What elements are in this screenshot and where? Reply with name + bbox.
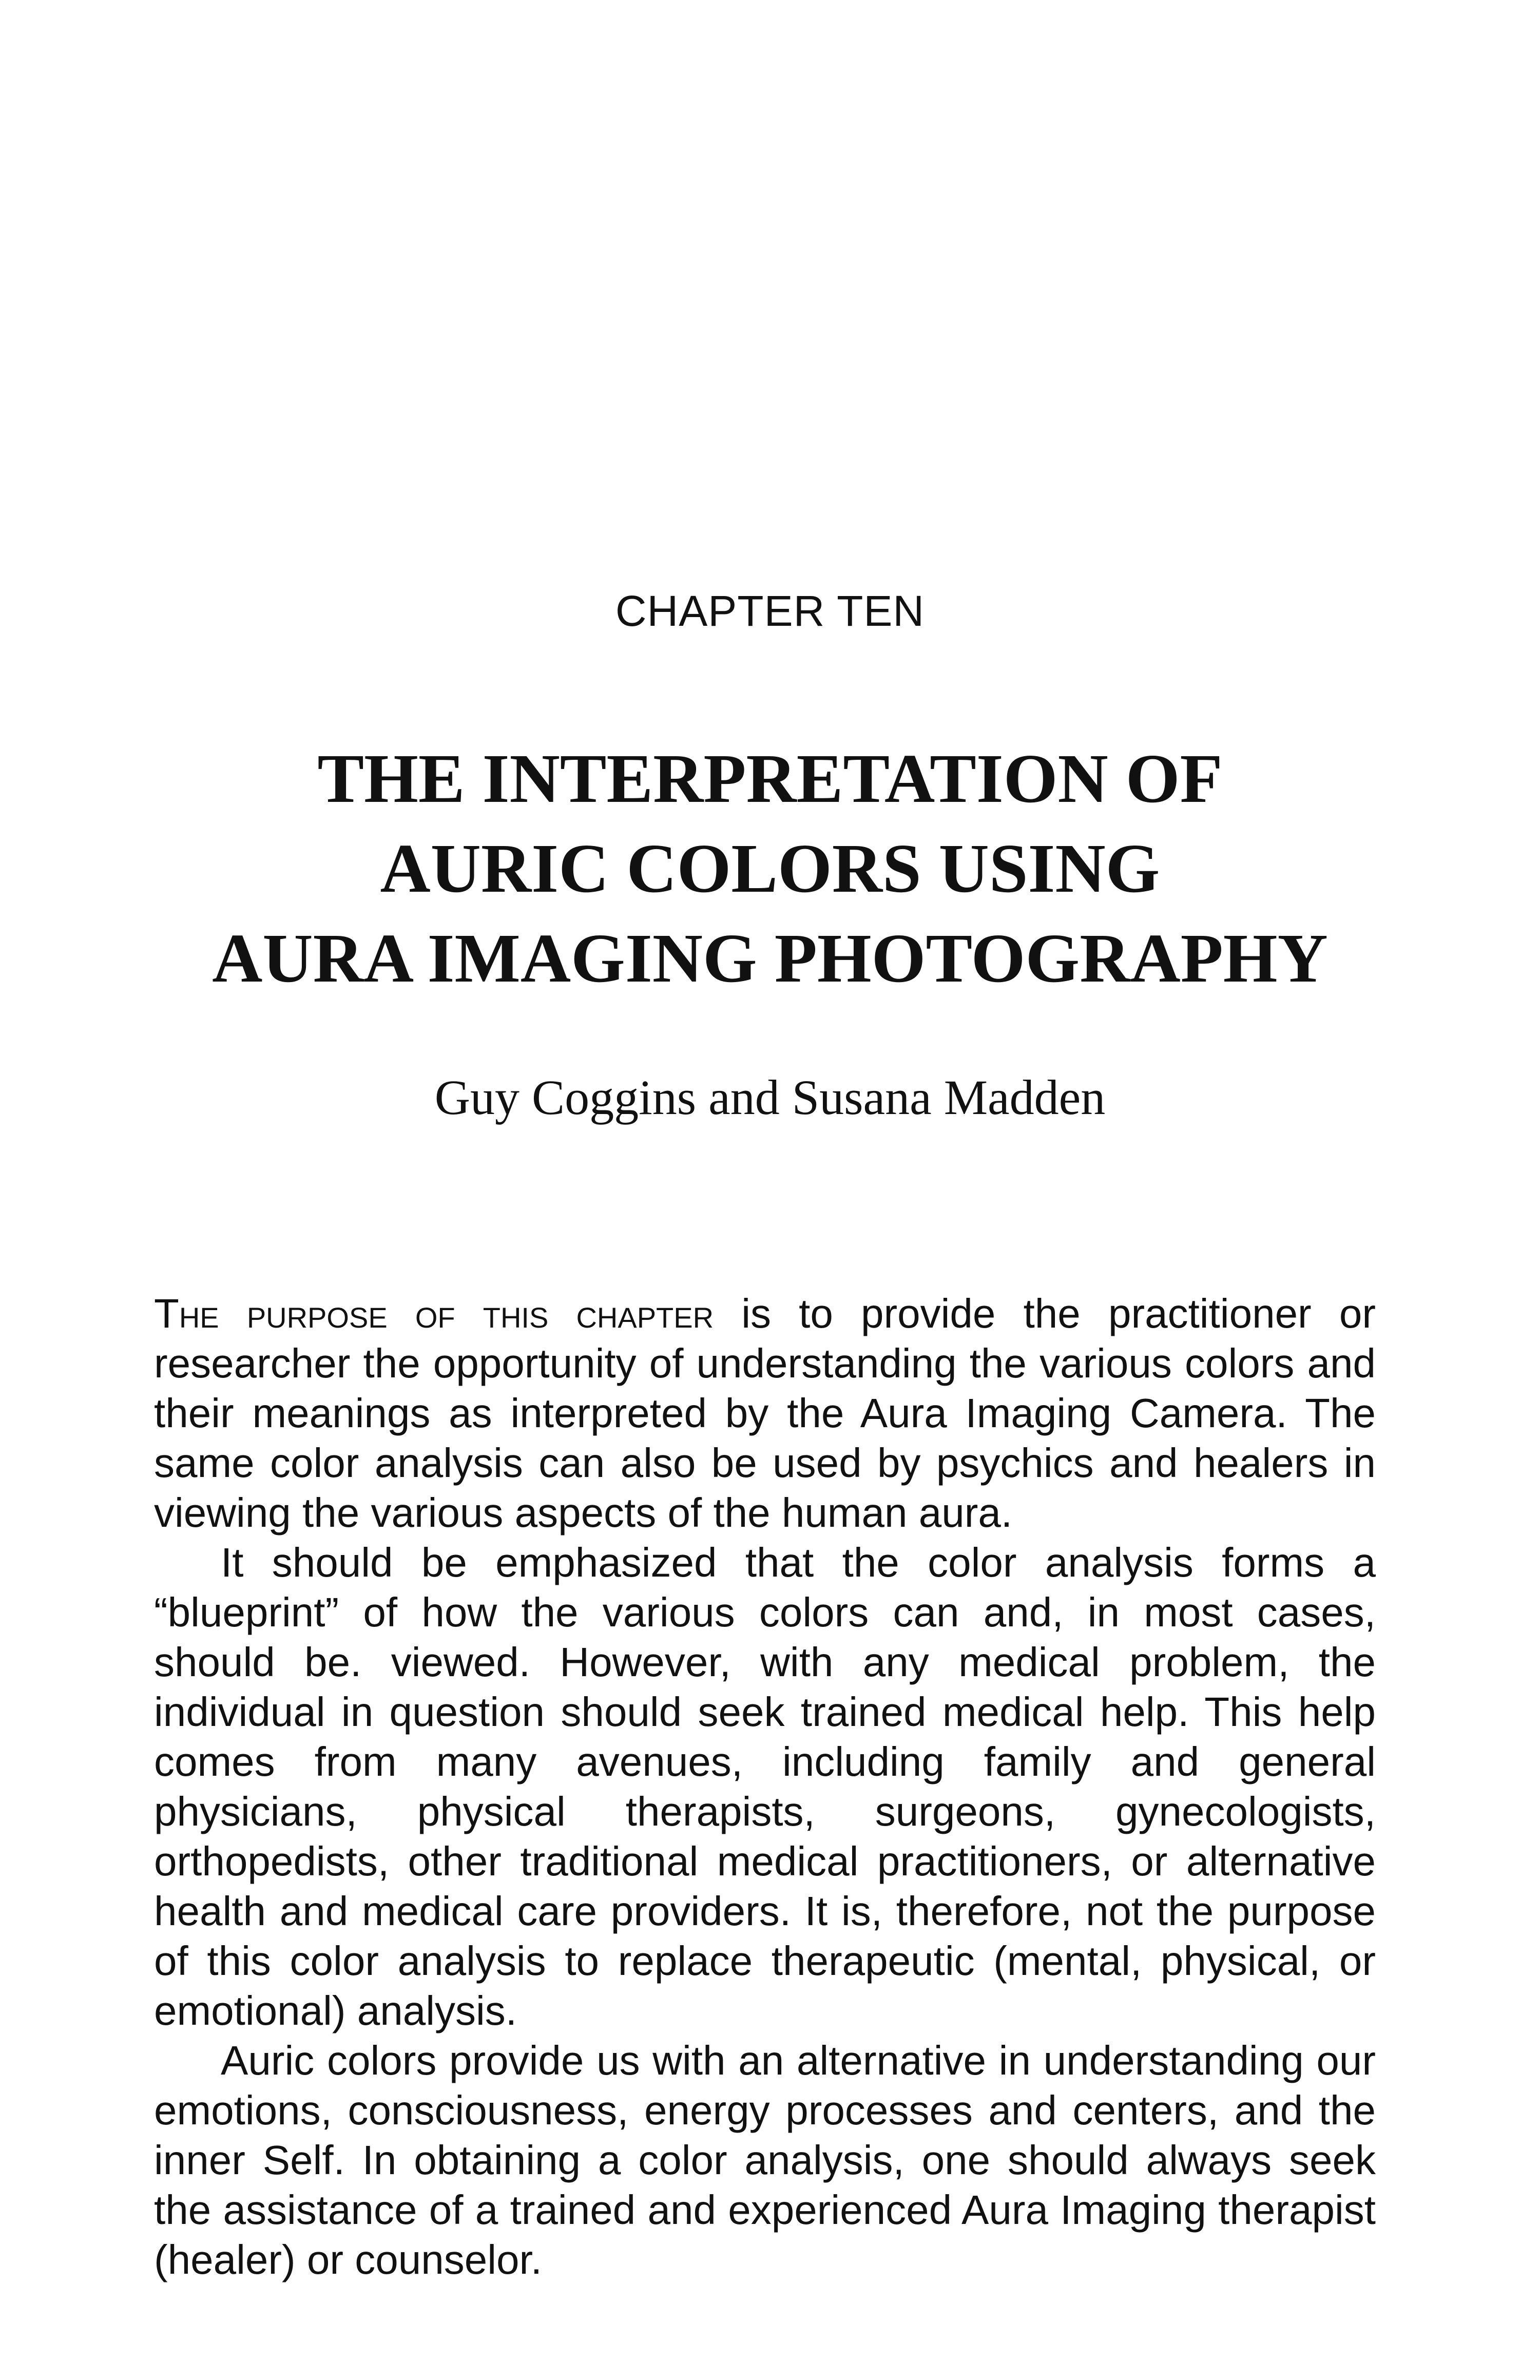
paragraph-1-text: is to provide the practitioner or researcher the opportunity of understanding the various colors and their meanings as interpreted by the Aura Imaging Camera. The same color analysis can also be used by psychics and healers in viewing the various aspects of the human aura. — [154, 1291, 1376, 1536]
paragraph-1-lead-in: The purpose of this chapter — [154, 1291, 714, 1336]
paragraph-3: Auric colors provide us with an alternative in understanding our emotions, consciousness, energy processes and centers, and the inner Self. In obtaining a color analysis, one should always seek the assistance of a trained and experienced Aura Imaging therapist (healer) or counselor. — [154, 2038, 1376, 2282]
chapter-title — [0, 734, 1540, 1004]
chapter-label: CHAPTER TEN — [615, 587, 925, 635]
chapter-title-line-2: AURIC COLORS USING — [380, 830, 1160, 907]
paragraph-2: It should be emphasized that the color analysis forms a “blueprint” of how the various colors can and, in most cases, should be. viewed. However, with any medical problem, the individual in question should seek trained medical help. This help comes from many avenues, including family and general physicians, physical therapists, surgeons, gynecologists, orthopedists, other traditional medical practitioners, or alternative health and medical care providers. It is, therefore, not the purpose of this color analysis to replace therapeutic (mental, physical, or emotional) analysis. — [154, 1540, 1376, 2033]
authors: Guy Coggins and Susana Madden — [434, 1070, 1106, 1125]
paragraph-1 — [154, 1289, 1376, 1538]
body-text — [154, 1289, 1376, 2285]
chapter-title-line-3: AURA IMAGING PHOTOGRAPHY — [212, 920, 1328, 997]
chapter-title-line-1: THE INTERPRETATION OF — [317, 740, 1223, 817]
